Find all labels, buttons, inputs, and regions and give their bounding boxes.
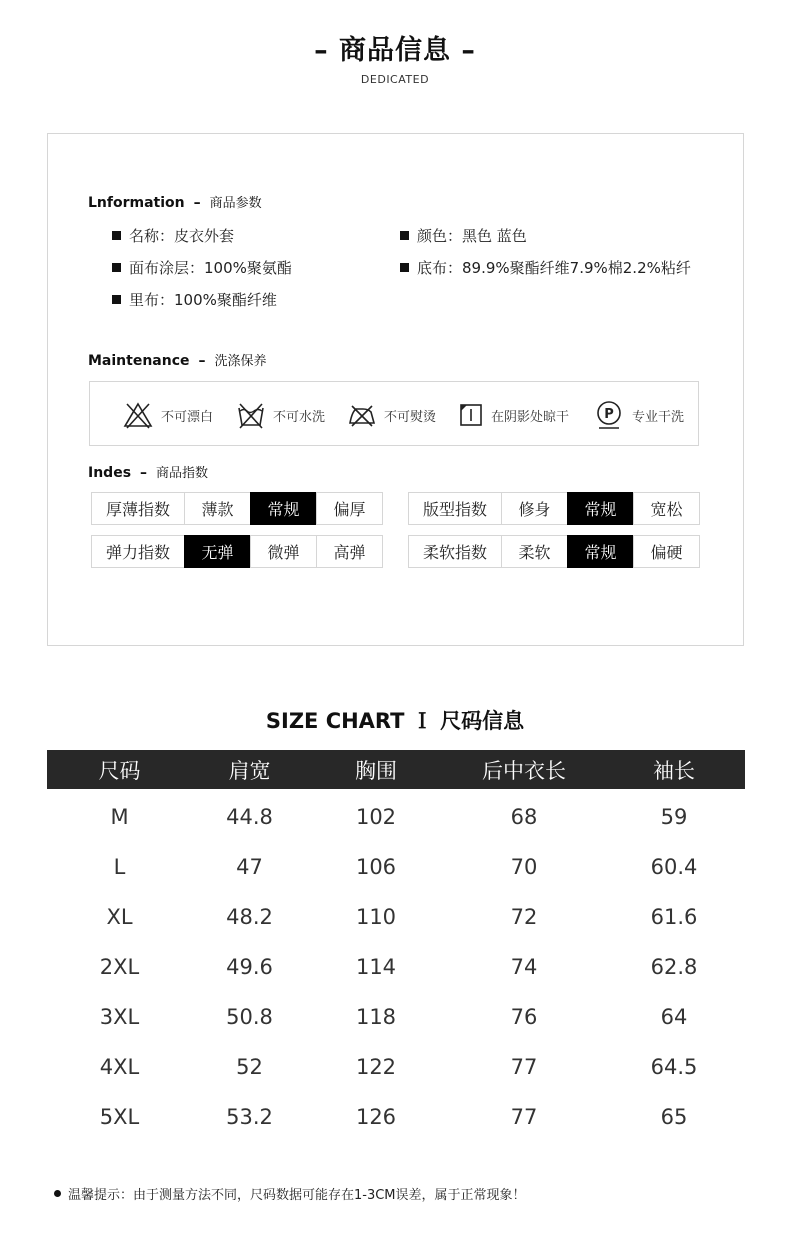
table-cell: 68 — [510, 805, 538, 829]
information-title-cn: 商品参数 — [209, 196, 262, 211]
index-label: 弹力指数 — [91, 535, 185, 568]
measurement-note: 温馨提示：由于测量方法不同，尺码数据可能存在1-3CM误差，属于正常现象！ — [54, 1184, 526, 1203]
table-cell: M — [110, 805, 129, 829]
table-row — [47, 1039, 745, 1089]
index-option: 微弹 — [250, 535, 317, 568]
table-cell: 44.8 — [226, 805, 273, 829]
table-cell: 70 — [510, 855, 538, 879]
table-cell: 2XL — [99, 955, 140, 979]
spec-item: 名称：皮衣外套 — [112, 225, 234, 246]
information-heading: Lnformation – 商品参数 — [88, 195, 262, 211]
table-cell: 61.6 — [650, 905, 698, 929]
care-item: 不可漂白 — [123, 400, 213, 430]
no-bleach-icon — [123, 401, 153, 429]
care-item: 在阴影处晾干 — [459, 400, 569, 430]
index-option-selected: 常规 — [567, 535, 634, 568]
index-label: 柔软指数 — [408, 535, 502, 568]
no-iron-icon — [348, 401, 376, 429]
table-cell: 118 — [355, 1005, 397, 1029]
table-cell: 65 — [660, 1105, 688, 1129]
table-cell: 47 — [236, 855, 263, 879]
table-cell: 5XL — [99, 1105, 140, 1129]
table-cell: 64.5 — [650, 1055, 698, 1079]
index-option: 偏厚 — [316, 492, 383, 525]
product-info-panel — [47, 133, 744, 646]
page-subtitle: DEDICATED — [360, 73, 430, 86]
table-row — [47, 1089, 745, 1139]
table-cell: 4XL — [99, 1055, 140, 1079]
column-header: 袖长 — [653, 758, 695, 783]
index-softness — [408, 535, 700, 568]
table-row — [47, 939, 745, 989]
table-cell: 53.2 — [226, 1105, 273, 1129]
care-instructions — [89, 381, 699, 446]
index-label: 版型指数 — [408, 492, 502, 525]
page-title: – 商品信息 – — [314, 35, 476, 66]
shade-dry-icon — [459, 403, 483, 427]
index-option-selected: 无弹 — [184, 535, 251, 568]
index-option: 修身 — [501, 492, 568, 525]
size-table-header — [47, 750, 745, 789]
index-elasticity — [91, 535, 383, 568]
table-cell: 50.8 — [226, 1005, 273, 1029]
table-row — [47, 889, 745, 939]
table-cell: 48.2 — [226, 905, 273, 929]
table-cell: 102 — [355, 805, 397, 829]
table-cell: L — [113, 855, 126, 879]
care-item: P 专业干洗 — [594, 400, 684, 430]
table-cell: 122 — [355, 1055, 397, 1079]
table-cell: 114 — [355, 955, 397, 979]
column-header: 后中衣长 — [482, 758, 566, 783]
maintenance-title-cn: 洗涤保养 — [214, 354, 267, 369]
index-option: 柔软 — [501, 535, 568, 568]
professional-dry-clean-icon — [594, 400, 624, 430]
table-cell: 60.4 — [650, 855, 698, 879]
index-option: 宽松 — [633, 492, 700, 525]
table-row — [47, 789, 745, 839]
care-item: 不可水洗 — [237, 400, 325, 430]
table-cell: 77 — [510, 1055, 538, 1079]
information-title-en: Lnformation — [88, 195, 185, 211]
table-cell: 52 — [236, 1055, 263, 1079]
table-cell: 106 — [355, 855, 397, 879]
spec-item: 里布：100%聚酯纤维 — [112, 289, 277, 310]
table-cell: 74 — [510, 955, 538, 979]
size-table-body — [47, 789, 745, 1139]
index-option: 薄款 — [184, 492, 251, 525]
column-header: 尺码 — [98, 758, 141, 783]
table-cell: 3XL — [99, 1005, 140, 1029]
index-option-selected: 常规 — [567, 492, 634, 525]
index-option: 偏硬 — [633, 535, 700, 568]
spec-item: 颜色：黑色 蓝色 — [400, 225, 527, 246]
table-row — [47, 989, 745, 1039]
size-table — [47, 750, 745, 1139]
spec-item: 面布涂层：100%聚氨酯 — [112, 257, 292, 278]
index-thickness — [91, 492, 383, 525]
no-wash-icon — [237, 401, 265, 429]
table-cell: 64 — [660, 1005, 688, 1029]
column-header: 胸围 — [355, 758, 397, 783]
svg-text:P: P — [604, 407, 614, 422]
index-fit — [408, 492, 700, 525]
maintenance-heading: Maintenance – 洗涤保养 — [88, 353, 267, 369]
table-cell: 59 — [660, 805, 688, 829]
table-cell: 77 — [510, 1105, 538, 1129]
table-cell: 76 — [510, 1005, 538, 1029]
spec-item: 底布：89.9%聚酯纤维7.9%棉2.2%粘纤 — [400, 257, 691, 278]
table-cell: 49.6 — [226, 955, 273, 979]
index-label: 厚薄指数 — [91, 492, 185, 525]
size-chart-title: SIZE CHART Ｉ 尺码信息 — [265, 709, 525, 733]
table-cell: XL — [106, 905, 133, 929]
table-cell: 62.8 — [650, 955, 698, 979]
table-cell: 72 — [510, 905, 538, 929]
maintenance-title-en: Maintenance — [88, 353, 190, 369]
indexes-title-cn: 商品指数 — [156, 466, 209, 481]
index-option: 高弹 — [316, 535, 383, 568]
indexes-heading: Indes – 商品指数 — [88, 465, 209, 481]
indexes-title-en: Indes — [88, 465, 132, 481]
column-header: 肩宽 — [228, 758, 271, 783]
table-row — [47, 839, 745, 889]
table-cell: 110 — [355, 905, 397, 929]
table-cell: 126 — [355, 1105, 397, 1129]
care-item: 不可熨烫 — [348, 400, 436, 430]
section-header — [0, 28, 790, 86]
index-option-selected: 常规 — [250, 492, 317, 525]
